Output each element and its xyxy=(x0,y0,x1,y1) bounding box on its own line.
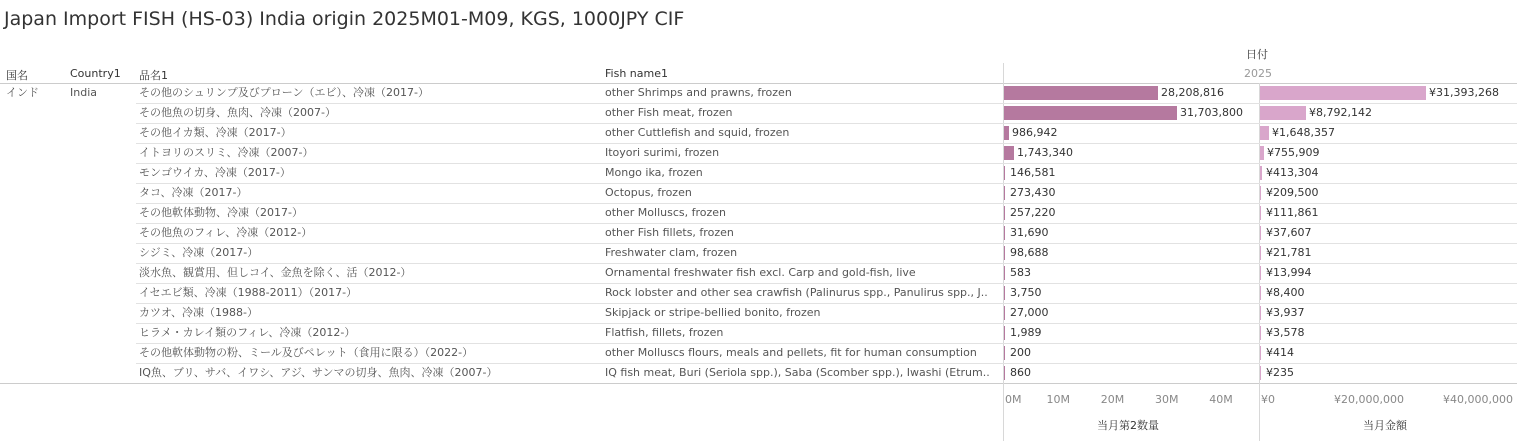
item-jp-cell: その他魚の切身、魚肉、冷凍（2007-） xyxy=(139,106,336,119)
axis-tick-label: ¥40,000,000 xyxy=(1443,393,1513,406)
country-jp-cell: インド xyxy=(6,86,39,99)
axis-tick-label: 30M xyxy=(1155,393,1179,406)
table-bottom-divider xyxy=(0,383,1517,384)
row-divider xyxy=(136,283,1517,284)
item-en-cell: Octopus, frozen xyxy=(605,186,692,199)
country-jp-header: 国名 xyxy=(6,69,28,82)
amt-bar[interactable] xyxy=(1260,246,1261,260)
item-en-cell: other Fish meat, frozen xyxy=(605,106,733,119)
qty-bar[interactable] xyxy=(1004,106,1177,120)
amt-label: ¥1,648,357 xyxy=(1272,126,1335,139)
amt-label: ¥3,578 xyxy=(1266,326,1305,339)
amt-bar[interactable] xyxy=(1260,106,1306,120)
item-jp-cell: 淡水魚、観賞用、但しコイ、金魚を除く、活（2012-） xyxy=(139,266,412,279)
country-en-cell: India xyxy=(70,86,97,99)
item-jp-cell: その他軟体動物、冷凍（2017-） xyxy=(139,206,303,219)
qty-label: 146,581 xyxy=(1010,166,1056,179)
row-divider xyxy=(136,363,1517,364)
amt-bar[interactable] xyxy=(1260,366,1261,380)
row-divider xyxy=(136,123,1517,124)
qty-bar[interactable] xyxy=(1004,126,1009,140)
row-divider xyxy=(136,223,1517,224)
qty-bar[interactable] xyxy=(1004,206,1005,220)
amt-label: ¥3,937 xyxy=(1266,306,1305,319)
item-en-cell: Mongo ika, frozen xyxy=(605,166,703,179)
qty-label: 860 xyxy=(1010,366,1031,379)
qty-axis-title: 当月第2数量 xyxy=(1097,419,1159,432)
item-en-cell: other Cuttlefish and squid, frozen xyxy=(605,126,790,139)
axis-tick-label: 20M xyxy=(1100,393,1125,406)
axis-tick-label: 40M xyxy=(1209,393,1233,406)
amt-bar[interactable] xyxy=(1260,226,1261,240)
amt-bar[interactable] xyxy=(1260,206,1261,220)
qty-label: 200 xyxy=(1010,346,1031,359)
qty-bar[interactable] xyxy=(1004,226,1005,240)
amt-bar[interactable] xyxy=(1260,326,1261,340)
qty-bar[interactable] xyxy=(1004,186,1005,200)
axis-tick-label: 0M xyxy=(1005,393,1022,406)
item-jp-cell: その他のシュリンプ及びプローン（エビ）、冷凍（2017-） xyxy=(139,86,430,99)
qty-label: 98,688 xyxy=(1010,246,1049,259)
page-title: Japan Import FISH (HS-03) India origin 2025M01-M09, KGS, 1000JPY CIF xyxy=(4,8,685,30)
item-en-cell: Ornamental freshwater fish excl. Carp and gold-fish, live xyxy=(605,266,916,279)
amt-label: ¥37,607 xyxy=(1266,226,1312,239)
amt-label: ¥31,393,268 xyxy=(1429,86,1499,99)
year-header: 2025 xyxy=(1244,67,1272,80)
date-header: 日付 xyxy=(1246,48,1268,61)
item-jp-cell: カツオ、冷凍（1988-） xyxy=(139,306,258,319)
amt-bar[interactable] xyxy=(1260,286,1261,300)
qty-bar[interactable] xyxy=(1004,166,1005,180)
amt-bar[interactable] xyxy=(1260,186,1261,200)
amt-bar[interactable] xyxy=(1260,146,1264,160)
item-en-cell: Flatfish, fillets, frozen xyxy=(605,326,724,339)
item-jp-cell: その他魚のフィレ、冷凍（2012-） xyxy=(139,226,313,239)
qty-bar[interactable] xyxy=(1004,286,1005,300)
row-divider xyxy=(136,183,1517,184)
qty-bar[interactable] xyxy=(1004,326,1005,340)
qty-label: 273,430 xyxy=(1010,186,1056,199)
country-en-header: Country1 xyxy=(70,67,121,80)
qty-bar[interactable] xyxy=(1004,346,1005,360)
amt-label: ¥755,909 xyxy=(1267,146,1320,159)
item-en-cell: other Shrimps and prawns, frozen xyxy=(605,86,792,99)
amt-label: ¥414 xyxy=(1266,346,1294,359)
item-en-cell: Freshwater clam, frozen xyxy=(605,246,738,259)
amt-bar[interactable] xyxy=(1260,126,1269,140)
item-jp-cell: IQ魚、ブリ、サバ、イワシ、アジ、サンマの切身、魚肉、冷凍（2007-） xyxy=(139,366,498,379)
amt-label: ¥13,994 xyxy=(1266,266,1312,279)
item-en-header: Fish name1 xyxy=(605,67,668,80)
row-divider xyxy=(136,163,1517,164)
item-en-cell: other Molluscs flours, meals and pellets, fit for human consumption xyxy=(605,346,977,359)
row-divider xyxy=(136,303,1517,304)
item-jp-cell: ヒラメ・カレイ類のフィレ、冷凍（2012-） xyxy=(139,326,356,339)
qty-label: 3,750 xyxy=(1010,286,1042,299)
amt-bar[interactable] xyxy=(1260,166,1262,180)
row-divider xyxy=(136,263,1517,264)
axis-tick-label: 10M xyxy=(1046,393,1070,406)
row-divider xyxy=(136,143,1517,144)
item-jp-cell: タコ、冷凍（2017-） xyxy=(139,186,248,199)
item-en-cell: Rock lobster and other sea crawfish (Palinurus spp., Panulirus spp., J.. xyxy=(605,286,988,299)
item-jp-cell: その他イカ類、冷凍（2017-） xyxy=(139,126,292,139)
item-jp-cell: イトヨリのスリミ、冷凍（2007-） xyxy=(139,146,314,159)
item-en-cell: Itoyori surimi, frozen xyxy=(605,146,720,159)
qty-bar[interactable] xyxy=(1004,246,1005,260)
item-jp-cell: イセエビ類、冷凍（1988-2011）（2017-） xyxy=(139,286,358,299)
amt-label: ¥209,500 xyxy=(1266,186,1319,199)
qty-bar[interactable] xyxy=(1004,86,1158,100)
row-divider xyxy=(136,103,1517,104)
amt-label: ¥235 xyxy=(1266,366,1294,379)
amt-bar[interactable] xyxy=(1260,86,1426,100)
item-jp-cell: モンゴウイカ、冷凍（2017-） xyxy=(139,166,291,179)
qty-label: 31,703,800 xyxy=(1180,106,1243,119)
item-en-cell: other Fish fillets, frozen xyxy=(605,226,734,239)
item-en-cell: IQ fish meat, Buri (Seriola spp.), Saba (Scomber spp.), Iwashi (Etrum.. xyxy=(605,366,990,379)
row-divider xyxy=(136,243,1517,244)
qty-label: 257,220 xyxy=(1010,206,1056,219)
row-divider xyxy=(136,343,1517,344)
axis-tick-label: ¥0 xyxy=(1261,393,1275,406)
item-jp-header: 品名1 xyxy=(139,69,168,82)
amt-label: ¥413,304 xyxy=(1266,166,1319,179)
qty-bar[interactable] xyxy=(1004,266,1005,280)
qty-label: 986,942 xyxy=(1012,126,1058,139)
amt-bar[interactable] xyxy=(1260,306,1261,320)
amt-label: ¥8,400 xyxy=(1266,286,1305,299)
qty-bar[interactable] xyxy=(1004,146,1014,160)
amt-label: ¥21,781 xyxy=(1266,246,1312,259)
item-en-cell: other Molluscs, frozen xyxy=(605,206,727,219)
item-jp-cell: その他軟体動物の粉、ミール及びペレット（食用に限る）（2022-） xyxy=(139,346,474,359)
qty-label: 31,690 xyxy=(1010,226,1049,239)
qty-bar[interactable] xyxy=(1004,366,1005,380)
qty-label: 583 xyxy=(1010,266,1031,279)
row-divider xyxy=(136,203,1517,204)
amt-axis-title: 当月金額 xyxy=(1363,419,1407,432)
qty-label: 1,989 xyxy=(1010,326,1042,339)
axis-tick-label: ¥20,000,000 xyxy=(1334,393,1404,406)
qty-label: 1,743,340 xyxy=(1017,146,1073,159)
amt-bar[interactable] xyxy=(1260,346,1261,360)
qty-bar[interactable] xyxy=(1004,306,1005,320)
qty-label: 28,208,816 xyxy=(1161,86,1224,99)
amt-label: ¥8,792,142 xyxy=(1309,106,1372,119)
amt-bar[interactable] xyxy=(1260,266,1261,280)
amt-label: ¥111,861 xyxy=(1266,206,1319,219)
row-divider xyxy=(136,323,1517,324)
item-en-cell: Skipjack or stripe-bellied bonito, frozen xyxy=(605,306,821,319)
item-jp-cell: シジミ、冷凍（2017-） xyxy=(139,246,259,259)
qty-label: 27,000 xyxy=(1010,306,1049,319)
